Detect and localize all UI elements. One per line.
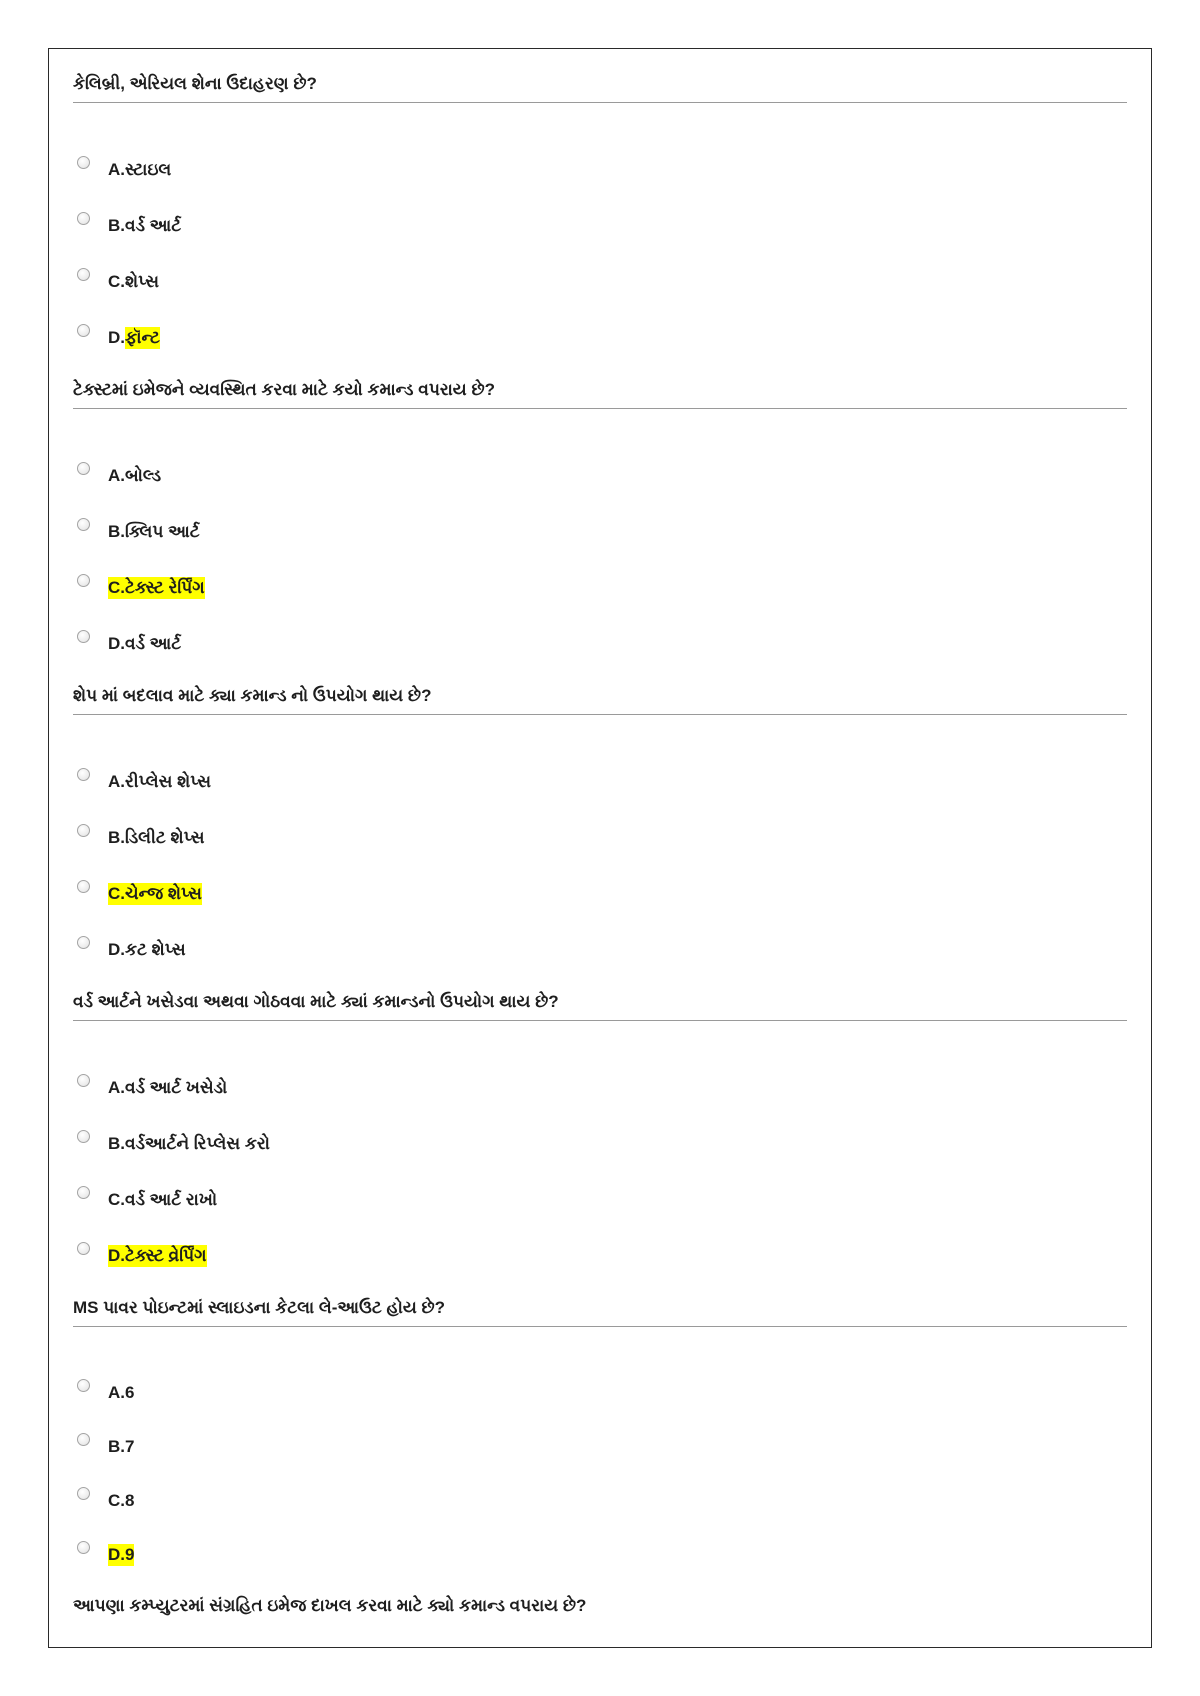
option-letter: A. [108,1383,125,1402]
option-row[interactable] [73,1366,1127,1420]
option-label: વર્ડઆર્ટને રિપ્લેસ કરો [125,1134,270,1153]
option-label: વર્ડ આર્ટ ખસેડો [125,1078,228,1097]
question-block [73,990,1127,1284]
option-letter: B. [108,1134,125,1153]
question-block [73,684,1127,978]
option-text [108,215,181,237]
question-block [73,378,1127,672]
option-label: 7 [125,1437,135,1456]
option-label: ડિલીટ શેપ્સ [125,828,205,847]
option-letter: C. [108,1190,125,1209]
option-radio[interactable] [77,824,90,837]
option-radio[interactable] [77,156,90,169]
option-label: બોલ્ડ [125,466,162,485]
option-text [108,1245,207,1267]
option-letter: B. [108,216,125,235]
option-label: કટ શેપ્સ [125,940,186,959]
option-radio[interactable] [77,1242,90,1255]
question-text: વર્ડ આર્ટને ખસેડવા અથવા ગોઠવવા માટે ક્યાં કમાન્ડનો ઉપયોગ થાય છે? [73,990,1127,1021]
option-text [108,883,202,905]
option-text [108,1436,134,1458]
option-list [73,1366,1127,1582]
option-letter: A. [108,1078,125,1097]
option-row[interactable] [73,310,1127,366]
option-radio[interactable] [77,268,90,281]
option-row[interactable] [73,254,1127,310]
option-row[interactable] [73,142,1127,198]
question-text: ટેક્સ્ટમાં ઇમેજને વ્યવસ્થિત કરવા માટે કયો કમાન્ડ વપરાય છે? [73,378,1127,409]
question-text: આપણા કમ્પ્યુટરમાં સંગ્રહિત ઇમેજ દાખલ કરવા માટે ક્યો કમાન્ડ વપરાય છે? [73,1596,587,1615]
quiz-sheet [48,48,1152,1648]
option-text [108,521,200,543]
option-text [108,465,161,487]
option-label: રીપ્લેસ શેપ્સ [125,772,212,791]
option-label: 6 [125,1383,135,1402]
option-radio[interactable] [77,880,90,893]
option-row[interactable] [73,198,1127,254]
option-label: ચેન્જ શેપ્સ [125,884,202,903]
option-label: ટેક્સ્ટ રેર્પિંગ [125,578,205,597]
option-label: ટેક્સ્ટ વ્રેર્પિંગ [125,1246,207,1265]
option-text [108,159,171,181]
option-radio[interactable] [77,1074,90,1087]
option-label: શેપ્સ [125,272,159,291]
option-list [73,448,1127,672]
option-text [108,1382,134,1404]
option-letter: C. [108,884,125,903]
option-text [108,1077,227,1099]
option-radio[interactable] [77,1541,90,1554]
option-text [108,577,205,599]
option-letter: D. [108,634,125,653]
option-row[interactable] [73,866,1127,922]
option-radio[interactable] [77,324,90,337]
answer-highlight [108,577,205,599]
option-radio[interactable] [77,768,90,781]
option-radio[interactable] [77,630,90,643]
option-row[interactable] [73,1474,1127,1528]
question-text: શેપ માં બદલાવ માટે ક્યા કમાન્ડ નો ઉપયોગ થાય છે? [73,684,1127,715]
option-text [108,1189,217,1211]
question-block [73,1296,1127,1582]
option-radio[interactable] [77,518,90,531]
question-text: કેલિબ્રી, એરિયલ શેના ઉદાહરણ છે? [73,72,1127,103]
option-letter: B. [108,522,125,541]
option-row[interactable] [73,504,1127,560]
option-row[interactable] [73,616,1127,672]
option-letter: A. [108,160,125,179]
option-label: 8 [125,1491,135,1510]
option-text [108,771,211,793]
option-label: વર્ડ આર્ટ રાખો [125,1190,218,1209]
option-letter: A. [108,466,125,485]
answer-highlight [108,1544,134,1566]
option-text [108,1133,270,1155]
option-label: સ્ટાઇલ [125,160,172,179]
option-letter: C. [108,1491,125,1510]
option-radio[interactable] [77,574,90,587]
option-radio[interactable] [77,462,90,475]
option-radio[interactable] [77,936,90,949]
option-text [108,939,186,961]
option-text [108,1544,134,1566]
option-label: વર્ડ આર્ટ [125,216,182,235]
option-letter: A. [108,772,125,791]
option-row[interactable] [73,1060,1127,1116]
option-letter: D. [108,1545,125,1564]
option-list [73,754,1127,978]
option-radio[interactable] [77,1130,90,1143]
option-letter: D. [108,1246,125,1265]
option-text [108,827,204,849]
option-row[interactable] [73,448,1127,504]
question-text: MS પાવર પોઇન્ટમાં સ્લાઇડના કેટલા લે-આઉટ હોય છે? [73,1296,1127,1327]
option-list [73,142,1127,366]
option-row[interactable] [73,754,1127,810]
option-row[interactable] [73,560,1127,616]
answer-highlight [108,1245,207,1267]
option-text [108,327,160,349]
question-list [73,72,1127,1625]
option-row[interactable] [73,810,1127,866]
option-text [108,271,159,293]
option-letter: B. [108,1437,125,1456]
option-text [108,1490,134,1512]
option-letter: D. [108,328,125,347]
option-row[interactable] [73,1228,1127,1284]
option-row[interactable] [73,1528,1127,1582]
option-row[interactable] [73,922,1127,978]
option-label: 9 [125,1545,135,1564]
option-letter: B. [108,828,125,847]
option-radio[interactable] [77,1379,90,1392]
option-radio[interactable] [77,1487,90,1500]
answer-highlight [125,327,160,349]
option-label: વર્ડ આર્ટ [125,634,182,653]
option-list [73,1060,1127,1284]
option-radio[interactable] [77,1433,90,1446]
option-radio[interactable] [77,212,90,225]
option-row[interactable] [73,1116,1127,1172]
question-block [73,72,1127,366]
answer-highlight [108,883,202,905]
option-radio[interactable] [77,1186,90,1199]
option-label: ક્લિપ આર્ટ [125,522,200,541]
question-block [73,1594,1127,1625]
option-text [108,633,181,655]
option-letter: C. [108,272,125,291]
option-label: ફૉન્ટ [125,328,160,347]
option-letter: D. [108,940,125,959]
option-row[interactable] [73,1420,1127,1474]
option-row[interactable] [73,1172,1127,1228]
option-letter: C. [108,578,125,597]
